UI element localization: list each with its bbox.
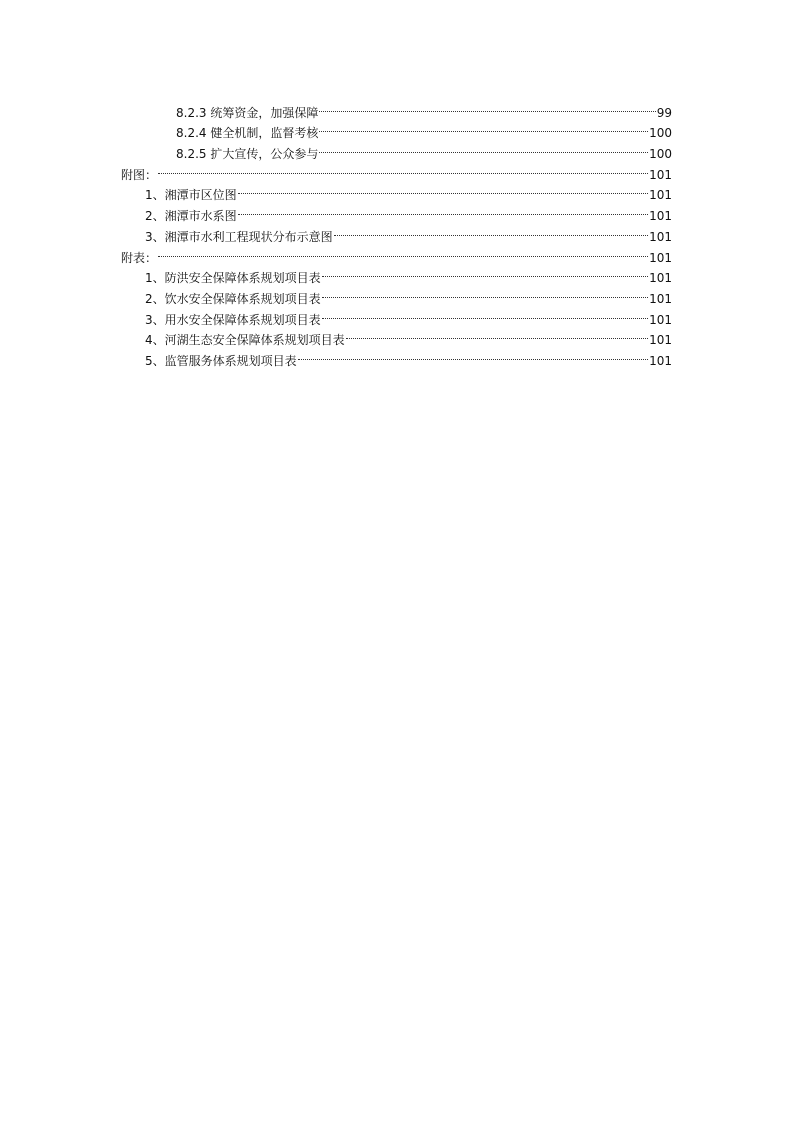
toc-page-number: 101 (649, 291, 672, 306)
toc-entry-figure-1[interactable] (0, 179, 793, 203)
toc-entry-8-2-3[interactable] (0, 96, 793, 120)
toc-page-number: 101 (649, 271, 672, 286)
toc-entry-number: 3、 (145, 229, 165, 244)
toc-entry-number: 2、 (145, 209, 165, 224)
toc-entry-text: 河湖生态安全保障体系规划项目表 (164, 333, 345, 348)
toc-entry-text: 湘潭市水利工程现状分布示意图 (164, 229, 333, 244)
toc-entry-number: 8.2.3 (176, 105, 211, 120)
toc-entry-text: 附图： (121, 167, 158, 182)
toc-page-number: 101 (649, 209, 672, 224)
toc-entry-number: 2、 (145, 291, 165, 306)
toc-page-number: 101 (649, 353, 672, 368)
toc-dot-leader (319, 117, 648, 138)
table-of-contents (0, 96, 793, 368)
toc-entry-text: 监管服务体系规划项目表 (164, 353, 297, 368)
toc-dot-leader (158, 241, 648, 262)
toc-entry-text: 附表： (121, 250, 158, 265)
toc-dot-leader (158, 158, 648, 179)
toc-page-number: 101 (649, 229, 672, 244)
toc-entry-text: 扩大宣传，公众参与 (210, 147, 319, 162)
toc-entry-title (145, 351, 297, 372)
toc-page-number: 101 (649, 312, 672, 327)
toc-dot-leader (322, 282, 648, 303)
toc-entry-figure-2[interactable] (0, 199, 793, 224)
toc-dot-leader (298, 344, 648, 365)
toc-page-number: 100 (649, 147, 672, 162)
toc-page-number: 99 (656, 105, 672, 120)
toc-dot-leader (334, 220, 648, 241)
toc-dot-leader (238, 179, 648, 200)
toc-entry-table-3[interactable] (0, 303, 793, 327)
toc-entry-text: 防洪安全保障体系规划项目表 (164, 271, 321, 286)
toc-page-number: 101 (649, 167, 672, 182)
toc-entry-number: 5、 (145, 353, 165, 368)
toc-entry-table-1[interactable] (0, 262, 793, 286)
toc-entry-number: 4、 (145, 333, 165, 348)
toc-entry-number: 1、 (145, 271, 165, 286)
toc-entry-table-2[interactable] (0, 282, 793, 306)
toc-entry-text: 统筹资金，加强保障 (210, 105, 319, 120)
toc-entry-number: 1、 (145, 188, 165, 203)
toc-page-number: 101 (649, 188, 672, 203)
toc-dot-leader (319, 137, 648, 158)
toc-entry-table-5[interactable] (0, 344, 793, 368)
toc-entry-text: 湘潭市区位图 (164, 188, 237, 203)
toc-entry-appendix-figures[interactable] (0, 158, 793, 182)
toc-page-number: 101 (649, 250, 672, 265)
toc-entry-text: 健全机制，监督考核 (210, 126, 319, 141)
toc-entry-number: 8.2.4 (176, 126, 211, 141)
toc-entry-table-4[interactable] (0, 324, 793, 348)
toc-dot-leader (238, 199, 648, 220)
toc-dot-leader (322, 303, 648, 324)
toc-page-number: 101 (649, 333, 672, 348)
toc-entry-8-2-4[interactable] (0, 117, 793, 141)
toc-entry-8-2-5[interactable] (0, 137, 793, 162)
toc-page-number: 100 (649, 126, 672, 141)
toc-entry-figure-3[interactable] (0, 220, 793, 244)
toc-dot-leader (319, 96, 655, 117)
toc-entry-text: 湘潭市水系图 (164, 209, 237, 224)
toc-entry-appendix-tables[interactable] (0, 241, 793, 265)
toc-entry-number: 3、 (145, 312, 165, 327)
toc-entry-text: 饮水安全保障体系规划项目表 (164, 291, 321, 306)
toc-dot-leader (346, 324, 648, 345)
toc-entry-number: 8.2.5 (176, 147, 211, 162)
toc-dot-leader (322, 262, 648, 283)
toc-entry-text: 用水安全保障体系规划项目表 (164, 312, 321, 327)
